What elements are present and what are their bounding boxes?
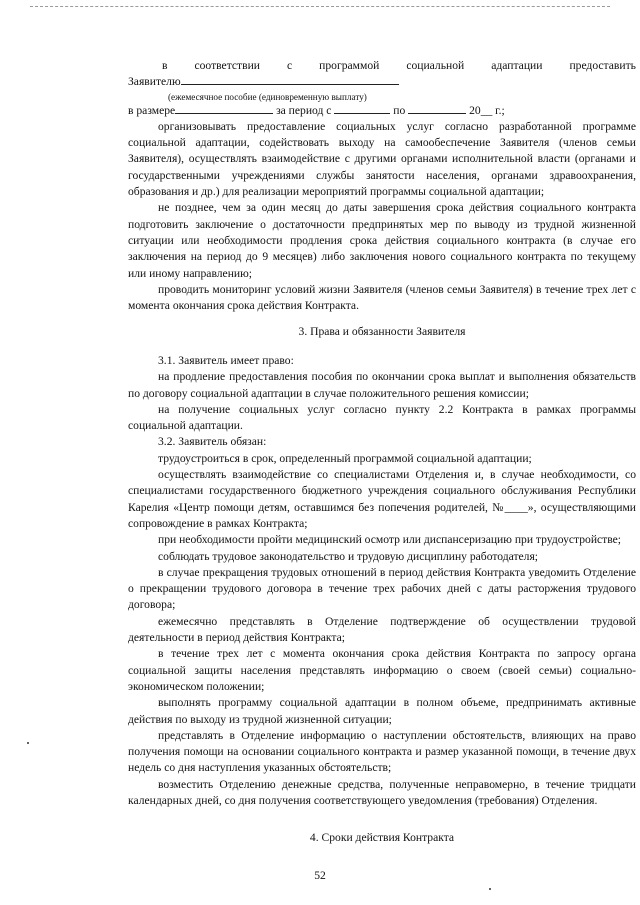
duty-item: представлять в Отделение информацию о наступлении обстоятельств, влияющих на право получения помощи на основании социального контракта и размер указанной помощи, в течение двух недель со дня наступления указанных обстоятельств;: [128, 728, 636, 775]
scan-top-edge: [30, 6, 610, 7]
dept-obligation-3: проводить мониторинг условий жизни Заявителя (членов семьи Заявителя) в течение трех лет с момента окончания срока действия Контракта.: [128, 282, 636, 313]
right-item: на получение социальных услуг согласно пункту 2.2 Контракта в рамках программы социальной адаптации.: [128, 402, 636, 433]
scan-speck: [27, 742, 29, 744]
section-3-body: [128, 353, 636, 809]
dept-obligation-2: не позднее, чем за один месяц до даты завершения срока действия социального контракта подготовить заключение о достаточности предпринятых мер по выводу из трудной жизненной ситуации или необходимости продления срока действия социального контракта (в случае его заключения на период до 9 месяцев) либо заключения нового социального контракта по текущему или иному направлению;: [128, 201, 636, 280]
period-label: за период с: [276, 103, 332, 117]
intro-word: в: [162, 59, 168, 72]
amount-line: [128, 103, 636, 119]
page-number: 52: [314, 869, 326, 882]
duty-item: трудоустроиться в срок, определенный программой социальной адаптации;: [158, 451, 532, 465]
period-end-blank: [408, 112, 466, 114]
duty-item: при необходимости пройти медицинский осмотр или диспансеризацию при трудоустройстве;: [158, 533, 622, 547]
amount-label: в размере: [128, 103, 176, 117]
intro-first-line: [128, 58, 636, 74]
amount-blank: [175, 112, 273, 114]
applicant-line: [128, 74, 636, 90]
applicant-label: Заявителю: [128, 75, 181, 89]
section-4-title: 4. Сроки действия Контракта: [309, 831, 455, 844]
duty-item: в случае прекращения трудовых отношений в период действия Контракта уведомить Отделение о прекращении трудового договора в течение трех рабочих дней с даты расторжения трудового договора;: [128, 565, 636, 612]
duty-item: ежемесячно представлять в Отделение подтверждение об осуществлении трудовой деятельности в период действия Контракта;: [128, 614, 636, 645]
duties-heading: 3.2. Заявитель обязан:: [158, 435, 267, 449]
rights-heading: 3.1. Заявитель имеет право:: [158, 354, 294, 367]
duty-item: в течение трех лет с момента окончания срока действия Контракта по запросу органа социальной защиты населения представлять информацию о своем (своей семьи) социально-экономическом положении;: [128, 647, 636, 693]
intro-word: с: [287, 59, 293, 72]
year-label: 20__ г.;: [469, 103, 505, 117]
period-start-blank: [334, 112, 390, 114]
duty-item: осуществлять взаимодействие со специалистами Отделения и, в случае необходимости, со специалистами государственного бюджетного учреждения социального обслуживания Республики Карелия «Центр помощи детям, оставшимся без попечения родителей, №____», осуществляющими сопровождение в рамках Контракта;: [128, 468, 636, 530]
intro-block: [128, 58, 636, 314]
period-to-label: по: [393, 103, 406, 117]
benefit-type-blank: [181, 83, 399, 85]
dept-obligation-1: организовывать предоставление социальных услуг согласно разработанной программе социальной адаптации, содействовать выходу на самообеспечение Заявителя (членов семьи Заявителя), осуществлять взаимодействие с другими органами исполнительной власти (органами и государственными учреждениями службы занятости населения, органами здравоохранения, образования и др.) для реализации мероприятий программы социальной адаптации;: [128, 119, 636, 199]
duty-item: соблюдать трудовое законодательство и трудовую дисциплину работодателя;: [158, 549, 539, 563]
intro-word: предоставить: [569, 59, 636, 72]
benefit-type-note: (ежемесячное пособие (единовременную выплату): [168, 91, 367, 102]
duty-item: выполнять программу социальной адаптации в полном объеме, предпринимать активные действия по выходу из трудной жизненной ситуации;: [128, 696, 636, 726]
intro-word: адаптации: [491, 59, 543, 72]
intro-word: соответствии: [194, 59, 260, 72]
right-item: на продление предоставления пособия по окончании срока выплат и выполнения обязательств по договору социальной адаптации в случае положительного решения комиссии;: [128, 370, 636, 400]
duty-item: возместить Отделению денежные средства, полученные неправомерно, в течение тридцати календарных дней, со дня получения соответствующего уведомления (требования) Отделения.: [128, 777, 636, 808]
intro-word: программой: [319, 59, 380, 72]
section-3-title: 3. Права и обязанности Заявителя: [298, 325, 466, 338]
scan-speck: [489, 888, 491, 890]
intro-word: социальной: [406, 59, 465, 72]
